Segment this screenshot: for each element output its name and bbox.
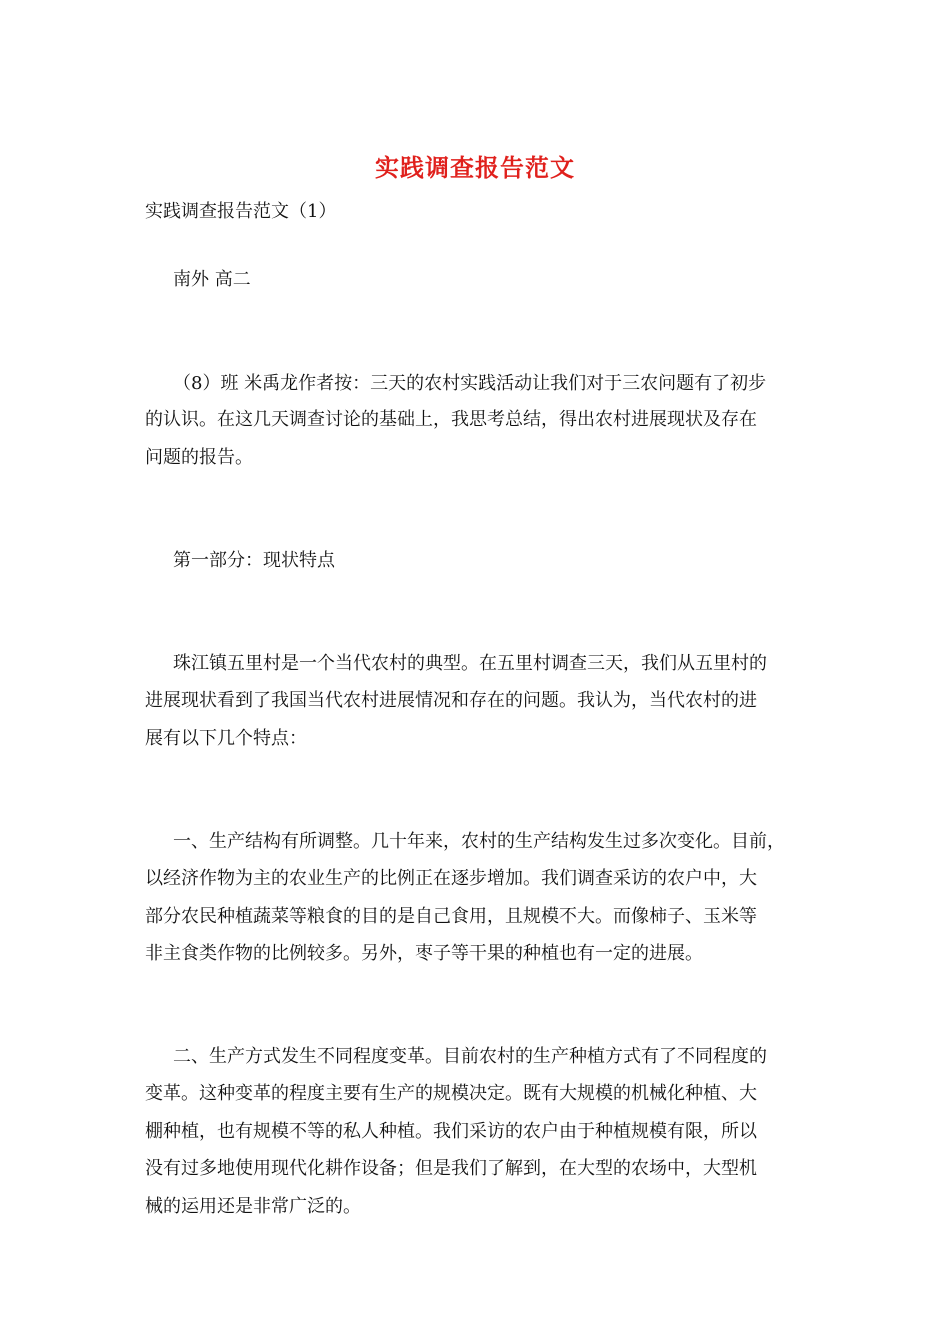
document-title: 实践调查报告范文 (375, 153, 575, 182)
para1-line-3: 展有以下几个特点： (145, 728, 307, 749)
para2-line-3: 部分农民种植蔬菜等粮食的目的是自己食用，且规模不大。而像柿子、玉米等 (145, 906, 757, 927)
para3-line-4: 没有过多地使用现代化耕作设备；但是我们了解到，在大型的农场中，大型机 (145, 1158, 757, 1179)
para1-line-2: 进展现状看到了我国当代农村进展情况和存在的问题。我认为，当代农村的进 (145, 690, 757, 711)
author-school: 南外 高二 (173, 269, 251, 290)
intro-line-3: 问题的报告。 (145, 447, 253, 468)
para2-line-4: 非主食类作物的比例较多。另外，枣子等干果的种植也有一定的进展。 (145, 943, 703, 964)
para1-line-1: 珠江镇五里村是一个当代农村的典型。在五里村调查三天，我们从五里村的 (173, 653, 767, 674)
para3-line-2: 变革。这种变革的程度主要有生产的规模决定。既有大规模的机械化种植、大 (145, 1083, 757, 1104)
para2-line-1: 一、生产结构有所调整。几十年来，农村的生产结构发生过多次变化。目前， (173, 831, 785, 852)
para3-line-1: 二、生产方式发生不同程度变革。目前农村的生产种植方式有了不同程度的 (173, 1046, 767, 1067)
document-subtitle: 实践调查报告范文（1） (145, 201, 337, 222)
para2-line-2: 以经济作物为主的农业生产的比例正在逐步增加。我们调查采访的农户中，大 (145, 868, 757, 889)
para3-line-3: 棚种植，也有规模不等的私人种植。我们采访的农户由于种植规模有限，所以 (145, 1121, 757, 1142)
para3-line-5: 械的运用还是非常广泛的。 (145, 1196, 361, 1217)
intro-line-1: （8）班 米禹龙作者按：三天的农村实践活动让我们对于三农问题有了初步 (173, 373, 767, 394)
part-heading: 第一部分：现状特点 (173, 550, 335, 571)
intro-line-2: 的认识。在这几天调查讨论的基础上，我思考总结，得出农村进展现状及存在 (145, 409, 757, 430)
